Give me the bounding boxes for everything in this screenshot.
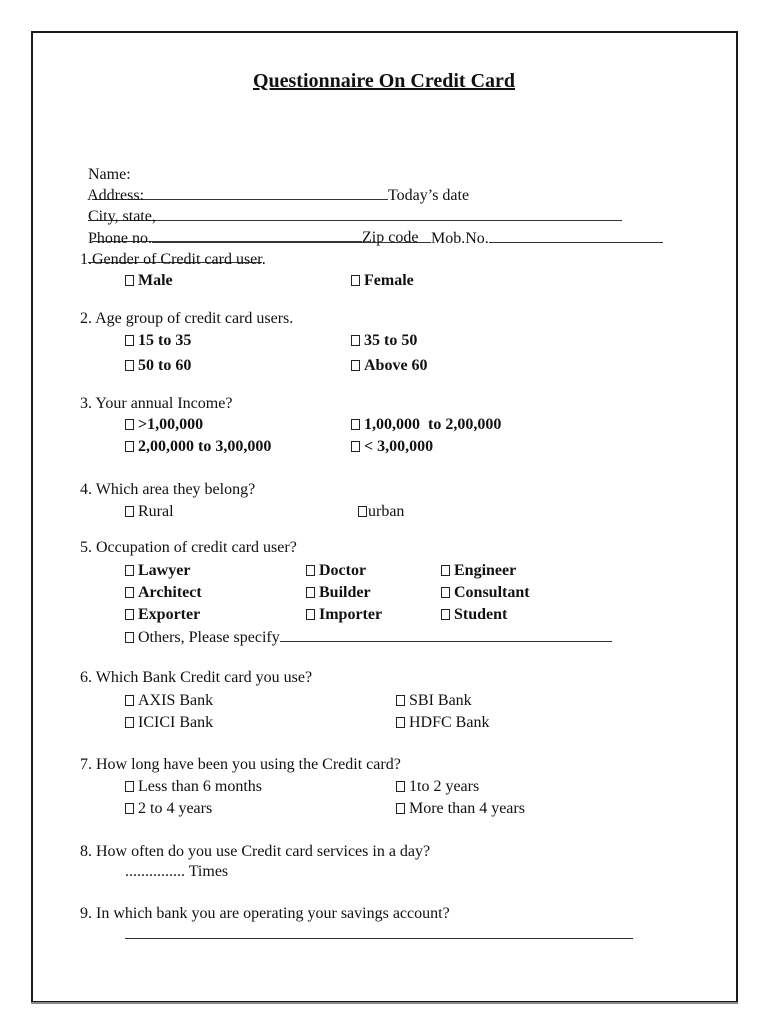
option-icici-bank[interactable]: ICICI Bank — [125, 713, 213, 733]
option-importer[interactable]: Importer — [306, 605, 382, 625]
question-4: 4. Which area they belong? — [80, 481, 256, 498]
option-50-to-60[interactable]: 50 to 60 — [125, 356, 191, 376]
option-architect[interactable]: Architect — [125, 583, 202, 603]
option-student[interactable]: Student — [441, 605, 507, 625]
option-lawyer[interactable]: Lawyer — [125, 561, 190, 581]
checkbox-icon[interactable] — [125, 803, 134, 814]
option-less-than-6-months[interactable]: Less than 6 months — [125, 777, 262, 797]
document-title: Questionnaire On Credit Card — [252, 70, 516, 92]
checkbox-icon[interactable] — [351, 419, 360, 430]
checkbox-icon[interactable] — [125, 587, 134, 598]
option-income-3[interactable]: 2,00,000 to 3,00,000 — [125, 437, 271, 457]
times-label: Times — [188, 863, 229, 880]
savings-bank-field[interactable] — [125, 924, 633, 939]
question-5: 5. Occupation of credit card user? — [80, 539, 297, 556]
option-female[interactable]: Female — [351, 271, 414, 291]
option-above-60[interactable]: Above 60 — [351, 356, 428, 376]
page-border-shadow — [31, 1002, 738, 1004]
option-builder[interactable]: Builder — [306, 583, 371, 603]
checkbox-icon[interactable] — [125, 717, 134, 728]
name-label: Name: — [88, 166, 131, 183]
option-engineer[interactable]: Engineer — [441, 561, 516, 581]
question-7: 7. How long have been you using the Credit card? — [80, 756, 401, 773]
checkbox-icon[interactable] — [125, 441, 134, 452]
option-2-to-4-years[interactable]: 2 to 4 years — [125, 799, 212, 819]
todays-date-label: Today’s date — [388, 187, 470, 204]
checkbox-icon[interactable] — [125, 565, 134, 576]
option-sbi-bank[interactable]: SBI Bank — [396, 691, 472, 711]
question-1: 1.Gender of Credit card user. — [80, 251, 266, 268]
checkbox-icon[interactable] — [306, 587, 315, 598]
mob-no-label: Mob.No. — [431, 230, 489, 247]
option-axis-bank[interactable]: AXIS Bank — [125, 691, 213, 711]
option-1-to-2-years[interactable]: 1to 2 years — [396, 777, 479, 797]
checkbox-icon[interactable] — [125, 360, 134, 371]
city-state-label: City, state, — [88, 208, 156, 225]
savings-bank-answer — [125, 924, 633, 945]
checkbox-icon[interactable] — [125, 419, 134, 430]
phone-label: Phone no. — [88, 230, 152, 247]
checkbox-icon[interactable] — [351, 360, 360, 371]
checkbox-icon[interactable] — [125, 632, 134, 643]
checkbox-icon[interactable] — [441, 565, 450, 576]
checkbox-icon[interactable] — [396, 717, 405, 728]
checkbox-icon[interactable] — [358, 506, 367, 517]
checkbox-icon[interactable] — [441, 587, 450, 598]
option-income-2[interactable]: 1,00,000 to 2,00,000 — [351, 415, 501, 435]
times-answer[interactable] — [125, 862, 228, 882]
question-6: 6. Which Bank Credit card you use? — [80, 669, 313, 686]
times-answer-field[interactable]: ............... — [125, 863, 185, 880]
option-male[interactable]: Male — [125, 271, 173, 291]
phone-row — [80, 208, 663, 249]
checkbox-icon[interactable] — [306, 609, 315, 620]
option-others[interactable]: Others, Please specify — [125, 627, 612, 648]
checkbox-icon[interactable] — [351, 441, 360, 452]
option-exporter[interactable]: Exporter — [125, 605, 200, 625]
checkbox-icon[interactable] — [396, 781, 405, 792]
checkbox-icon[interactable] — [306, 565, 315, 576]
checkbox-icon[interactable] — [396, 695, 405, 706]
checkbox-icon[interactable] — [441, 609, 450, 620]
option-income-1[interactable]: >1,00,000 — [125, 415, 203, 435]
question-9: 9. In which bank you are operating your savings account? — [80, 905, 450, 922]
checkbox-icon[interactable] — [125, 275, 134, 286]
checkbox-icon[interactable] — [125, 781, 134, 792]
option-rural[interactable]: Rural — [125, 502, 174, 522]
option-35-to-50[interactable]: 35 to 50 — [351, 331, 417, 351]
option-hdfc-bank[interactable]: HDFC Bank — [396, 713, 489, 733]
option-consultant[interactable]: Consultant — [441, 583, 530, 603]
zip-code-label: Zip code — [362, 229, 419, 246]
question-3: 3. Your annual Income? — [80, 395, 233, 412]
option-more-than-4-years[interactable]: More than 4 years — [396, 799, 525, 819]
checkbox-icon[interactable] — [125, 335, 134, 346]
checkbox-icon[interactable] — [351, 335, 360, 346]
mob-no-field[interactable] — [489, 228, 663, 243]
question-8: 8. How often do you use Credit card services in a day? — [80, 843, 431, 860]
option-15-to-35[interactable]: 15 to 35 — [125, 331, 191, 351]
checkbox-icon[interactable] — [125, 506, 134, 517]
address-label: Address: — [87, 187, 145, 204]
option-doctor[interactable]: Doctor — [306, 561, 366, 581]
checkbox-icon[interactable] — [125, 609, 134, 620]
question-2: 2. Age group of credit card users. — [80, 310, 294, 327]
option-urban[interactable]: urban — [358, 502, 404, 522]
phone-field[interactable] — [152, 228, 431, 243]
checkbox-icon[interactable] — [125, 695, 134, 706]
checkbox-icon[interactable] — [351, 275, 360, 286]
checkbox-icon[interactable] — [396, 803, 405, 814]
others-specify-field[interactable] — [280, 627, 612, 642]
option-income-4[interactable]: < 3,00,000 — [351, 437, 433, 457]
